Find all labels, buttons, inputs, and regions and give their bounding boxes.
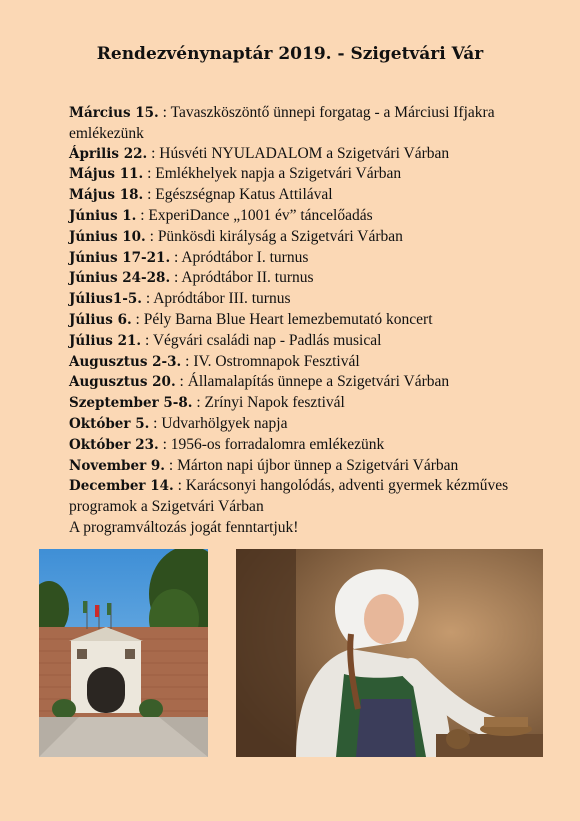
event-separator: :: [179, 373, 184, 391]
event-date: Augusztus 20.: [69, 374, 176, 391]
event-description: Végvári családi nap - Padlás musical: [152, 331, 382, 349]
event-description: Zrínyi Napok fesztivál: [204, 394, 345, 412]
event-separator: :: [145, 290, 151, 308]
event-description: Államalapítás ünnepe a Szigetvári Várban: [187, 373, 450, 391]
event-separator: :: [151, 144, 156, 162]
event-item: [69, 331, 539, 352]
page-title: Rendezvénynaptár 2019. - Szigetvári Vár: [96, 44, 484, 64]
event-separator: :: [162, 104, 167, 121]
event-date: December 14.: [69, 478, 174, 495]
event-separator: :: [135, 310, 140, 328]
event-separator: :: [153, 414, 158, 432]
event-separator: :: [168, 456, 174, 474]
event-date: Augusztus 2-3.: [69, 353, 182, 370]
event-item: [69, 268, 539, 289]
event-list: [69, 103, 539, 517]
event-description: ExperiDance „1001 év” táncelőadás: [148, 206, 373, 224]
event-separator: :: [140, 206, 145, 224]
event-date: Május 18.: [69, 187, 144, 204]
event-date: Május 11.: [69, 166, 144, 183]
event-date: Március 15.: [69, 105, 159, 121]
event-date: Július 6.: [69, 311, 132, 328]
event-description: Emlékhelyek napja a Szigetvári Várban: [155, 165, 402, 183]
event-separator: :: [174, 248, 179, 266]
footnote: A programváltozás jogát fenntartjuk!: [69, 519, 299, 536]
event-description: Apródtábor I. turnus: [181, 248, 309, 266]
event-item: [69, 144, 539, 165]
event-item: [69, 456, 539, 477]
event-separator: :: [147, 186, 152, 204]
event-description: Karácsonyi hangolódás, adventi gyermek kézműves programok a Szigetvári Várban: [69, 477, 509, 516]
event-description: 1956-os forradalomra emlékezünk: [170, 435, 385, 453]
event-date: Október 23.: [69, 436, 159, 453]
event-item: [69, 393, 539, 414]
event-separator: :: [177, 477, 182, 495]
event-date: Július 21.: [69, 332, 142, 349]
event-separator: :: [144, 331, 150, 349]
event-separator: :: [174, 269, 179, 287]
event-date: Június 10.: [69, 228, 146, 245]
event-description: Tavaszköszöntő ünnepi forgatag - a Márciusi Ifjakra emlékezünk: [69, 104, 495, 142]
event-description: Apródtábor II. turnus: [181, 269, 314, 287]
event-description: Pély Barna Blue Heart lemezbemutató koncert: [143, 310, 433, 328]
event-separator: :: [162, 435, 167, 453]
event-description: Pünkösdi királyság a Szigetvári Várban: [157, 227, 403, 245]
event-date: Október 5.: [69, 415, 150, 432]
event-item: [69, 352, 539, 373]
event-item: [69, 103, 539, 144]
event-date: Április 22.: [69, 145, 148, 162]
event-date: November 9.: [69, 457, 165, 474]
event-separator: :: [149, 227, 154, 245]
event-item: [69, 164, 539, 185]
event-date: Július1-5.: [69, 291, 142, 308]
event-description: Márton napi újbor ünnep a Szigetvári Várban: [177, 456, 459, 474]
event-separator: :: [185, 352, 190, 370]
event-description: Egészségnap Katus Attilával: [155, 186, 333, 204]
event-item: [69, 185, 539, 206]
event-description: Húsvéti NYULADALOM a Szigetvári Várban: [159, 144, 450, 162]
event-item: [69, 414, 539, 435]
event-description: Udvarhölgyek napja: [161, 414, 288, 432]
event-item: [69, 248, 539, 269]
event-separator: :: [196, 394, 201, 412]
event-separator: :: [147, 165, 152, 183]
event-item: [69, 372, 539, 393]
event-description: Apródtábor III. turnus: [153, 290, 291, 308]
event-date: Szeptember 5-8.: [69, 395, 193, 412]
event-date: Június 24-28.: [69, 270, 171, 287]
castle-gate-photo: [39, 549, 208, 757]
event-description: IV. Ostromnapok Fesztivál: [193, 352, 360, 370]
event-item: [69, 310, 539, 331]
event-item: [69, 227, 539, 248]
event-item: [69, 289, 539, 310]
event-date: Június 17-21.: [69, 249, 171, 266]
event-date: Június 1.: [69, 207, 137, 224]
event-item: [69, 206, 539, 227]
event-item: [69, 435, 539, 456]
event-item: [69, 476, 539, 517]
costume-woman-photo: [236, 549, 543, 757]
